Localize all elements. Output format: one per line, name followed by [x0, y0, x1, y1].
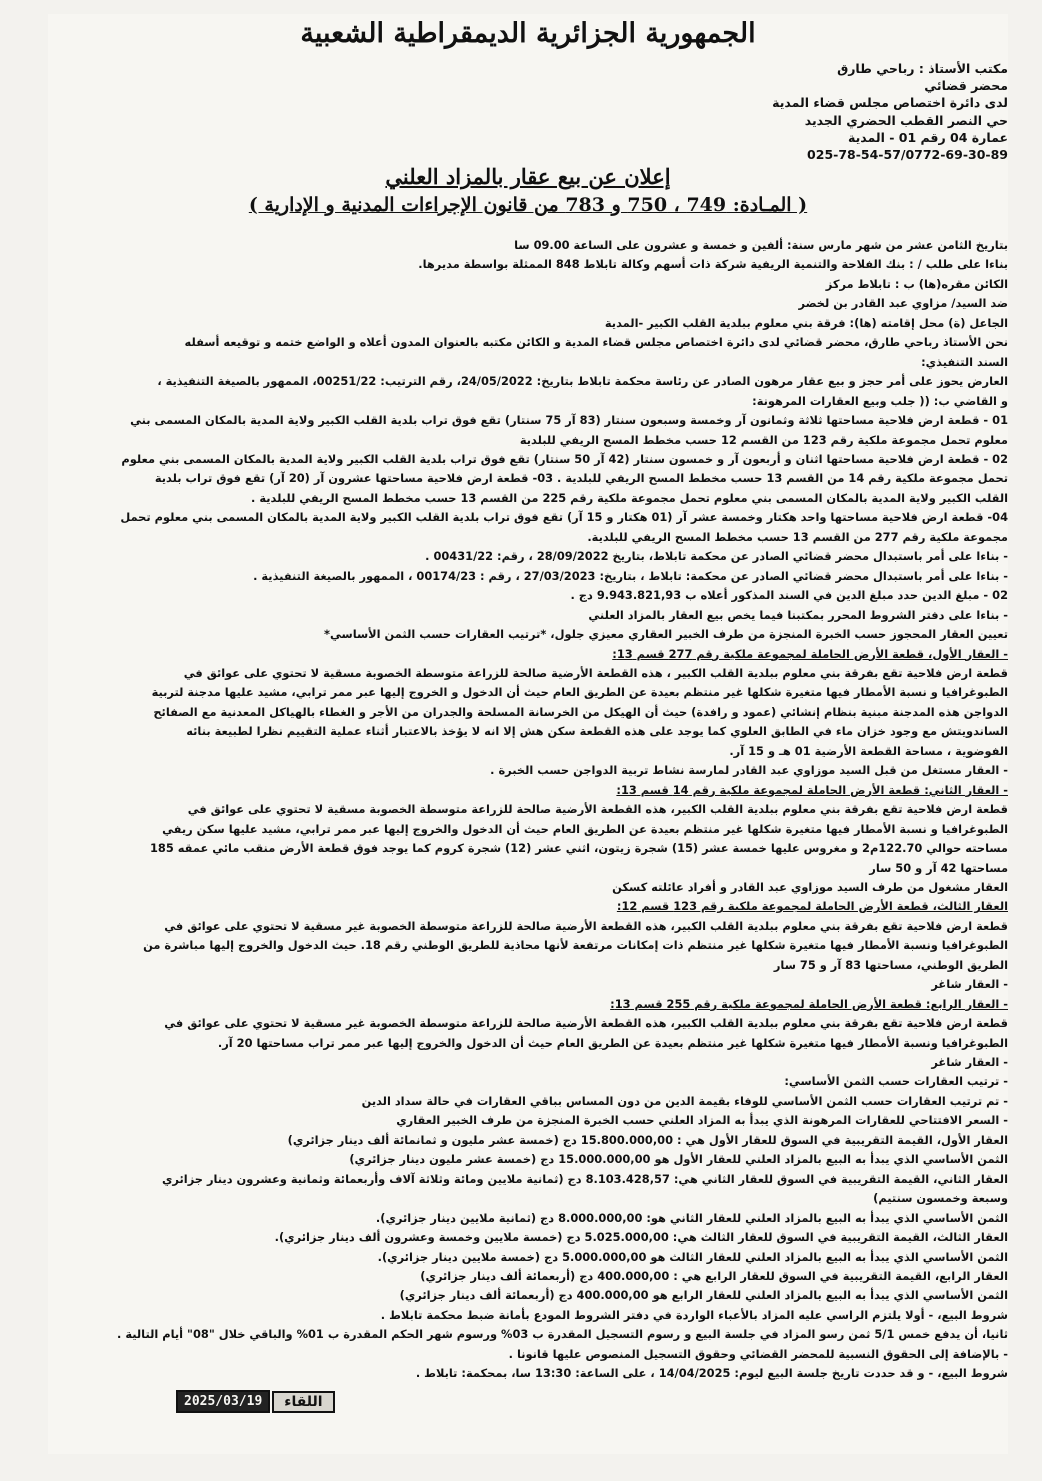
body-line: القلب الكبير ولاية المدية بالمكان المسمى بني معلوم تحمل مجموعة ملكية رقم 225 من القسم 13 حسب مخطط المسح الريفي للبلدية . [251, 490, 1008, 505]
body-line: - بناءا على أمر باستبدال محضر قضائي الصادر عن محكمة: تابلاط ، بتاريخ: 27/03/2023 ، رقم : 00174/23 ، الممهور بالصيغة التنفيذية . [253, 568, 1008, 583]
body-line: 01 - قطعة ارض فلاحية مساحتها ثلاثة وثمانون آر وخمسة وسبعون سنتار (83 آر 75 سنتار) تقع فوق تراب بلدية القلب الكبير ولاية المدية بالمكان المسمى بني [130, 413, 1008, 428]
office-line: حي النصر القطب الحضري الجديد [804, 112, 1008, 128]
body-line: الطبوغرافيا و نسبة الأمطار فيها متغيرة شكلها غير منتظم بعيدة عن الطريق العام حيث أن الدخول و الخروج إليها عبر ممر ترابي، مشيد عليها مدجنة لتربية [151, 685, 1008, 700]
body-line: تعيين العقار المحجوز حسب الخبرة المنجزة من طرف الخبير العقاري معيزي جلول، *ترتيب العقارات حسب الثمن الأساسي* [324, 627, 1008, 642]
newspaper-name: اللقاء [272, 1391, 334, 1413]
body-line: العارض يحوز على أمر حجز و بيع عقار مرهون الصادر عن رئاسة محكمة تابلاط بتاريخ: 24/05/2022، رقم الترتيب: 00251/22، الممهور بالصيغة التنفيذية ، [157, 374, 1008, 389]
body-line: 02 - قطعة ارض فلاحية مساحتها اثنان و أربعون آر و خمسون سنتار (42 آر 50 سنتار) تقع فوق تراب بلدية القلب الكبير ولاية المدية بالمكان المسمى بني معلوم [121, 451, 1008, 466]
body-line: - بناءا على أمر باستبدال محضر قضائي الصادر عن محكمة تابلاط، بتاريخ 28/09/2022 ، رقم: 00431/22 . [425, 549, 1008, 564]
body-line: قطعة ارض فلاحية تقع بفرقة بني معلوم ببلدية القلب الكبير، هذه القطعة الأرضية صالحة للزراعة متوسطة الخصوبة مسقية لا تحتوي على عوائق في [187, 802, 1008, 817]
body-line: العقار الأول، القيمة التقريبية في السوق للعقار الأول هي : 15.800.000,00 دج (خمسة عشر مليون و ثمانمائة ألف دينار جزائري) [287, 1132, 1008, 1147]
body-line: - العقار الرابع: قطعة الأرض الحاملة لمجموعة ملكية رقم 255 قسم 13: [610, 996, 1008, 1011]
body-line: الثمن الأساسي الذي يبدأ به البيع بالمزاد العلني للعقار الأول هو 15.000.000,00 دج (خمسة عشر مليون دينار جزائري) [349, 1152, 1008, 1167]
body-line: - تم ترتيب العقارات حسب الثمن الأساسي للوفاء بقيمة الدين من دون المساس بباقي العقارات في حالة سداد الدين [361, 1093, 1008, 1108]
body-line: العقار الرابع، القيمة التقريبية في السوق للعقار الرابع هي : 400.000,00 دج (أربعمائة ألف دينار جزائري) [420, 1269, 1008, 1284]
body-line: مجموعة ملكية رقم 277 من القسم 13 حسب مخطط المسح الريفي للبلدية. [587, 529, 1008, 544]
body-line: قطعة ارض فلاحية تقع بفرقة بني معلوم ببلدية القلب الكبير، هذه القطعة الأرضية صالحة للزراعة متوسطة الخصوبة غير مسقية لا تحتوي على عوائق في [164, 1016, 1008, 1031]
body-line: - العقار الثاني: قطعة الأرض الحاملة لمجموعة ملكية رقم 14 قسم 13: [616, 782, 1008, 797]
body-line: مساحته حوالي 122.70م2 و مغروس عليها خمسة عشر (15) شجرة زيتون، اثني عشر (12) شجرة كروم كما يوجد فوق قطعة الأرض منقب مائي عمقه 185 [149, 841, 1008, 856]
body-line: - العقار شاغر [931, 977, 1008, 992]
body-line: معلوم تحمل مجموعة ملكية رقم 123 من القسم 12 حسب مخطط المسح الريفي للبلدية [519, 432, 1008, 447]
body-line: - العقار شاغر [931, 1055, 1008, 1070]
body-line: العقار الثالث، قطعة الأرض الحاملة لمجموعة ملكية رقم 123 قسم 12: [616, 899, 1008, 914]
publication-date: 2025/03/19 [176, 1390, 270, 1413]
body-line: - ترتيب العقارات حسب الثمن الأساسي: [784, 1074, 1008, 1089]
body-line: السند التنفيذي: [921, 354, 1008, 369]
office-line: مكتب الأستاذ : رباحي طارق [837, 61, 1008, 76]
body-line: الطبوغرافيا ونسبة الأمطار فيها متغيرة شكلها غير منتظم بعيدة عن الطريق العام حيث أن الدخول والخروج إليها عبر ممر تراب مساحتها 20 آر. [217, 1035, 1008, 1050]
body-line: مساحتها 42 آر و 50 سار [869, 860, 1008, 875]
body-line: الكائن مقره(ها) ب : تابلاط مركز [825, 276, 1008, 291]
body-line: الثمن الأساسي الذي يبدأ به البيع بالمزاد العلني للعقار الثاني هو: 8.000.000,00 دج (ثمانية ملايين دينار جزائري). [375, 1210, 1008, 1225]
body-line: الطريق الوطني، مساحتها 83 آر و 75 سار [773, 957, 1008, 972]
body-line: - بالإضافة إلى الحقوق النسبية للمحضر القضائي وحقوق التسجيل المنصوص عليها قانونا . [508, 1346, 1008, 1361]
body-line: الجاعل (ة) محل إقامته (ها): فرقة بني معلوم ببلدية القلب الكبير -المدية [604, 315, 1008, 330]
body-line: ثانيا، أن يدفع خمس 5/1 ثمن رسو المزاد في جلسة البيع و رسوم التسجيل المقدرة ب 03% ورسوم شهر الحكم المقدرة ب 01% والباقي خلال "08" أيام التالية . [117, 1327, 1008, 1342]
body-line: قطعة ارض فلاحية تقع بفرقة بني معلوم ببلدية القلب الكبير، هذه القطعة الأرضية صالحة للزراعة متوسطة الخصوبة غير مسقية لا تحتوي على عوائق في [164, 918, 1008, 933]
body-line: نحن الأستاذ رباحي طارق، محضر قضائي لدى دائرة اختصاص مجلس قضاء المدية و الكائن مكتبه بالعنوان المدون أعلاه و الواضع ختمه و توقيعه أسفله [184, 335, 1008, 350]
body-line: الساندويتش مع وجود خزان ماء في الطابق العلوي كما يوجد على هذه القطعة سكن هش إلا انه لا يؤخذ بالاعتبار أثناء عملية التقييم نظرا لطبيعة بنائه [186, 724, 1008, 739]
body-line: الثمن الأساسي الذي يبدأ به البيع بالمزاد العلني للعقار الرابع هو 400.000,00 دج (أربعمائة ألف دينار جزائري) [399, 1288, 1008, 1303]
office-line: لدى دائرة اختصاص مجلس قضاء المدية [772, 95, 1008, 111]
body-line: شروط البيع، - أولا يلتزم الراسي عليه المزاد بالأعباء الواردة في دفتر الشروط المودع بأمانة ضبط محكمة تابلاط . [380, 1307, 1008, 1322]
body-line: - العقار مستغل من قبل السيد موزاوي عبد القادر لمارسة نشاط تربية الدواجن حسب الخبرة . [490, 763, 1008, 778]
body-line: 02 - مبلغ الدين حدد مبلغ الدين في السند المذكور أعلاه ب 9.943.821,93 دج . [570, 588, 1008, 603]
office-line: عمارة 04 رقم 01 - المدية [848, 129, 1008, 145]
body-line: الفوضوية ، مساحة القطعة الأرضية 01 هـ و 15 آر. [729, 743, 1008, 758]
body-line: 04- قطعة ارض فلاحية مساحتها واحد هكتار وخمسة عشر آر (01 هكتار و 15 آر) تقع فوق تراب بلدية القلب الكبير ولاية المدية بالمكان المسمى بني معلوم تحمل [120, 510, 1008, 525]
body-line: الثمن الأساسي الذي يبدأ به البيع بالمزاد العلني للعقار الثالث هو 5.000.000,00 دج (خمسة ملايين دينار جزائري). [377, 1249, 1008, 1264]
body-line: بتاريخ الثامن عشر من شهر مارس سنة: ألفين و خمسة و عشرون على الساعة 09.00 سا [514, 238, 1008, 252]
body-line: تحمل مجموعة ملكية رقم 14 من القسم 13 حسب مخطط المسح الريفي للبلدية . 03- قطعة ارض فلاحية مساحتها عشرون آر (20 آر) تقع فوق تراب بلدية [154, 471, 1008, 486]
newspaper-footer [176, 1390, 335, 1413]
body-line: قطعة ارض فلاحية تقع بفرقة بني معلوم ببلدية القلب الكبير ، هذه القطعة الأرضية صالحة للزراعة متوسطة الخصوبة مسقية لا تحتوي على عوائق في [183, 665, 1008, 680]
body-line: - بناءا على دفتر الشروط المحرر بمكتبنا فيما يخص بيع العقار بالمزاد العلني [588, 607, 1008, 622]
body-line: وسبعة وخمسون سنتيم) [873, 1191, 1008, 1206]
body-line: العقار مشغول من طرف السيد موزاوي عبد القادر و أفراد عائلته كسكن [612, 879, 1008, 894]
legal-notice-page [48, 14, 1008, 1454]
announcement-title: إعلان عن بيع عقار بالمزاد العلني [385, 164, 671, 189]
body-line: - السعر الافتتاحي للعقارات المرهونة الذي يبدأ به المزاد العلني حسب الخبرة المنجزة من طرف الخبير العقاري [396, 1113, 1008, 1128]
body-line: الدواجن هذه المدجنة مبنية بنظام إنشائي (عمود و رافدة) حيث أن الهيكل من الخرسانة المسلحة والجدران من الأجر و الغطاء بالهياكل المعدنية مع الصفائح [153, 704, 1008, 719]
body-line: و القاضي ب: (( جلب وبيع العقارات المرهونة: [752, 393, 1008, 408]
republic-title: الجمهورية الجزائرية الديمقراطية الشعبية [300, 18, 756, 49]
body-line: العقار الثاني، القيمة التقريبية في السوق للعقار الثاني هي: 8.103.428,57 دج (ثمانية ملايين ومائة وثلاثة آلاف وأربعمائة وثمانية وعشرون دينار جزائري [161, 1171, 1008, 1186]
notice-body [48, 236, 1008, 1384]
announcement-subtitle: ( المـادة: 749 ، 750 و 783 من قانون الإجراءات المدنية و الإدارية ) [248, 194, 808, 216]
body-line: شروط البيع، - و قد حددت تاريخ جلسة البيع ليوم: 14/04/2025 ، على الساعة: 13:30 سا، بمحكمة: تابلاط . [415, 1366, 1008, 1381]
body-line: الطبوغرافيا ونسبة الأمطار فيها متغيرة شكلها غير منتظم ذات إمكانات مرتفعة لأنها محاذية للطريق الوطني رقم 18. حيث الدخول والخروج إليها مباشرة من [143, 938, 1008, 953]
body-line: الطبوغرافيا و نسبة الأمطار فيها متغيرة شكلها غير منتظم بعيدة عن الطريق العام حيث أن الدخول والخروج إليها عبر ممر ترابي، مشيد عليها سكن ريفي [162, 821, 1008, 836]
office-line: محضر قضائي [924, 78, 1008, 94]
bailiff-office-block [408, 60, 1008, 163]
body-line: بناءا على طلب / : بنك الفلاحة والتنمية الريفية شركة ذات أسهم وكالة تابلاط 848 الممثلة بواسطة مديرها. [418, 257, 1008, 272]
body-line: العقار الثالث، القيمة التقريبية في السوق للعقار الثالث هي: 5.025.000,00 دج (خمسة ملايين وخمسة وعشرون ألف دينار جزائري). [274, 1230, 1008, 1245]
body-line: ضد السيد/ مزاوي عبد القادر بن لخضر [798, 296, 1008, 311]
body-line: - العقار الأول، قطعة الأرض الحاملة لمجموعة ملكية رقم 277 قسم 13: [612, 646, 1008, 661]
office-phone: 025-78-54-57/0772-69-30-89 [807, 147, 1008, 163]
